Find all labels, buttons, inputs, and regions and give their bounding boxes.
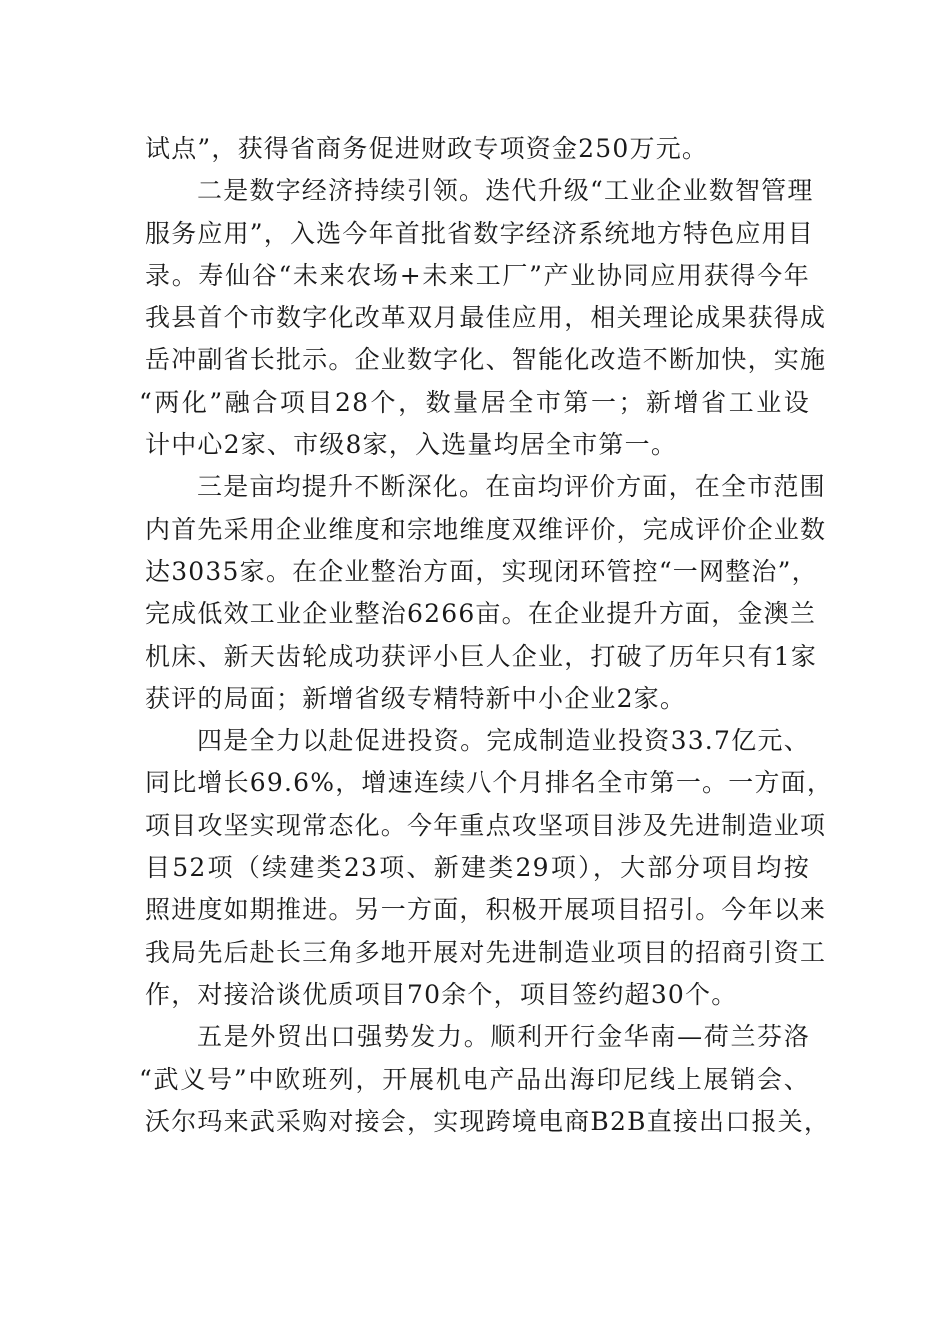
text-line: 机床、新天齿轮成功获评小巨人企业，打破了历年只有1家 xyxy=(145,641,818,671)
text-line: 达3035家。在企业整治方面，实现闭环管控“一网整治”， xyxy=(145,556,818,586)
text-line: 目52项（续建类23项、新建类29项），大部分项目均按 xyxy=(145,853,810,883)
text-line: 获评的局面；新增省级专精特新中小企业2家。 xyxy=(145,683,687,713)
text-line: 岳冲副省长批示。企业数字化、智能化改造不断加快，实施 xyxy=(145,345,827,375)
text-line: 计中心2家、市级8家，入选量均居全市第一。 xyxy=(145,430,678,460)
text-line: “两化”融合项目28个，数量居全市第一；新增省工业设 xyxy=(139,387,810,417)
text-line: 三是亩均提升不断深化。在亩均评价方面，在全市范围 xyxy=(197,472,826,502)
paragraph-digital-economy xyxy=(139,170,827,466)
text-line: 项目攻坚实现常态化。今年重点攻坚项目涉及先进制造业项 xyxy=(145,810,827,840)
paragraph-investment xyxy=(145,720,834,1016)
text-line: 试点”，获得省商务促进财政专项资金250万元。 xyxy=(145,134,709,163)
text-line: 完成低效工业企业整治6266亩。在企业提升方面，金澳兰 xyxy=(145,599,817,629)
text-line: 内首先采用企业维度和宗地维度双维评价，完成评价企业数 xyxy=(145,514,827,544)
document-body xyxy=(139,128,834,1143)
text-line: 二是数字经济持续引领。迭代升级“工业企业数智管理 xyxy=(197,176,814,206)
paragraph-mu-jun xyxy=(145,466,827,720)
text-line: 照进度如期推进。另一方面，积极开展项目招引。今年以来 xyxy=(145,895,827,925)
text-line: “武义号”中欧班列，开展机电产品出海印尼线上展销会、 xyxy=(139,1064,810,1094)
text-line: 我县首个市数字化改革双月最佳应用，相关理论成果获得成 xyxy=(145,303,827,333)
paragraph-continuation xyxy=(145,128,810,170)
text-line: 四是全力以赴促进投资。完成制造业投资33.7亿元、 xyxy=(197,726,810,756)
text-line: 我局先后赴长三角多地开展对先进制造业项目的招商引资工 xyxy=(145,937,827,967)
text-line: 录。寿仙谷“未来农场+未来工厂”产业协同应用获得今年 xyxy=(145,260,810,290)
paragraph-foreign-trade xyxy=(139,1016,831,1143)
text-line: 作，对接洽谈优质项目70余个，项目签约超30个。 xyxy=(145,979,738,1009)
text-line: 五是外贸出口强势发力。顺利开行金华南—荷兰芬洛 xyxy=(197,1022,810,1052)
text-line: 沃尔玛来武采购对接会，实现跨境电商B2B直接出口报关， xyxy=(145,1106,831,1136)
text-line: 同比增长69.6%，增速连续八个月排名全市第一。一方面， xyxy=(145,768,834,798)
text-line: 服务应用”，入选今年首批省数字经济系统地方特色应用目 xyxy=(145,218,814,248)
